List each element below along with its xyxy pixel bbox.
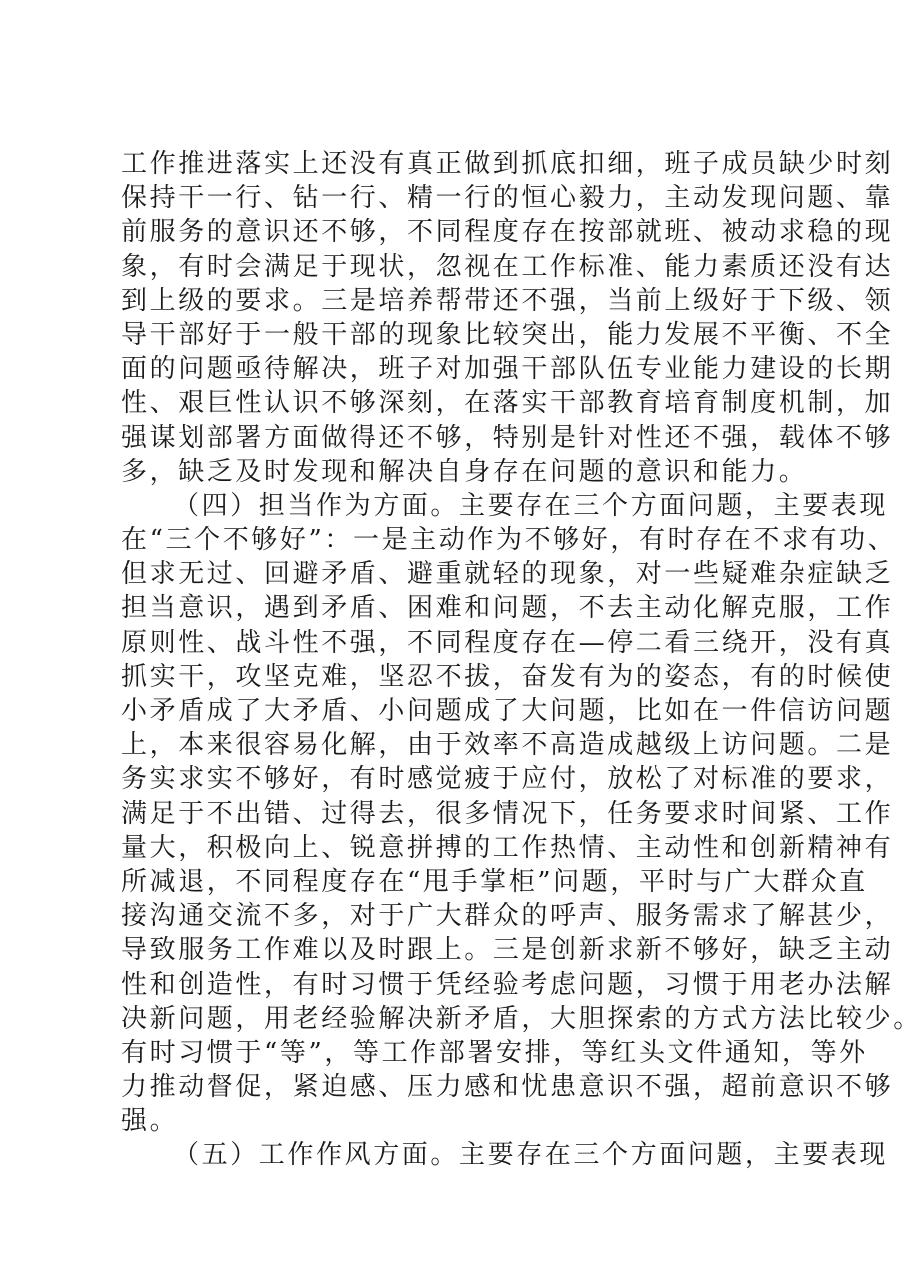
- text-line: 工作推进落实上还没有真正做到抓底扣细，班子成员缺少时刻: [121, 149, 894, 179]
- text-line: 抓实干，攻坚克难，坚忍不拔，奋发有为的姿态，有的时候使: [121, 661, 894, 692]
- paragraph-heading-line: （五）工作作风方面。主要存在三个方面问题，主要表现: [173, 1140, 889, 1171]
- document-body: [121, 147, 922, 1173]
- text-line: 量大，积极向上、锐意拼搏的工作热情、主动性和创新精神有: [121, 832, 894, 863]
- text-line: 强谋划部署方面做得还不够，特别是针对性还不强，载体不够: [121, 422, 894, 453]
- text-line: 多，缺乏及时发现和解决自身存在问题的意识和能力。: [121, 456, 808, 487]
- text-line: 象，有时会满足于现状，忽视在工作标准、能力素质还没有达: [121, 251, 894, 282]
- text-line: 务实求实不够好，有时感觉疲于应付，放松了对标准的要求，: [121, 764, 894, 795]
- text-line: 到上级的要求。三是培养帮带还不强，当前上级好于下级、领: [121, 285, 894, 316]
- text-line: 上，本来很容易化解，由于效率不高造成越级上访问题。二是: [121, 730, 894, 761]
- text-line: 有时习惯于“等”，等工作部署安排，等红头文件通知，等外: [121, 1037, 868, 1068]
- text-line: 保持干一行、钻一行、精一行的恒心毅力，主动发现问题、靠: [121, 183, 894, 214]
- text-line: 导致服务工作难以及时跟上。三是创新求新不够好，缺乏主动: [121, 935, 894, 966]
- text-line: 性、艰巨性认识不够深刻，在落实干部教育培育制度机制，加: [121, 388, 894, 419]
- text-line: 强。: [121, 1106, 179, 1137]
- text-line: 决新问题，用老经验解决新矛盾，大胆探索的方式方法比较少。: [121, 1003, 922, 1034]
- text-line: 担当意识，遇到矛盾、困难和问题，不去主动化解克服，工作: [121, 593, 894, 624]
- text-line: 原则性、战斗性不强，不同程度存在—停二看三绕开，没有真: [121, 627, 894, 658]
- text-line: 接沟通交流不多，对于广大群众的呼声、服务需求了解甚少，: [121, 901, 894, 932]
- text-line: 导干部好于一般干部的现象比较突出，能力发展不平衡、不全: [121, 319, 894, 350]
- text-line: 性和创造性，有时习惯于凭经验考虑问题，习惯于用老办法解: [121, 969, 894, 1000]
- text-line: 满足于不出错、过得去，很多情况下，任务要求时间紧、工作: [121, 798, 894, 829]
- text-line: 但求无过、回避矛盾、避重就轻的现象，对一些疑难杂症缺乏: [121, 559, 894, 590]
- text-line: 所减退，不同程度存在“甩手掌柜”问题，平时与广大群众直: [121, 866, 868, 897]
- paragraph-heading-line: （四）担当作为方面。主要存在三个方面问题，主要表现: [173, 490, 889, 521]
- text-line: 前服务的意识还不够，不同程度存在按部就班、被动求稳的现: [121, 217, 894, 248]
- text-line: 在“三个不够好”：一是主动作为不够好，有时存在不求有功、: [121, 525, 897, 556]
- text-line: 力推动督促，紧迫感、压力感和忧患意识不强，超前意识不够: [121, 1072, 894, 1103]
- text-line: 面的问题亟待解决，班子对加强干部队伍专业能力建设的长期: [121, 354, 894, 385]
- text-line: 小矛盾成了大矛盾、小问题成了大问题，比如在一件信访问题: [121, 696, 894, 726]
